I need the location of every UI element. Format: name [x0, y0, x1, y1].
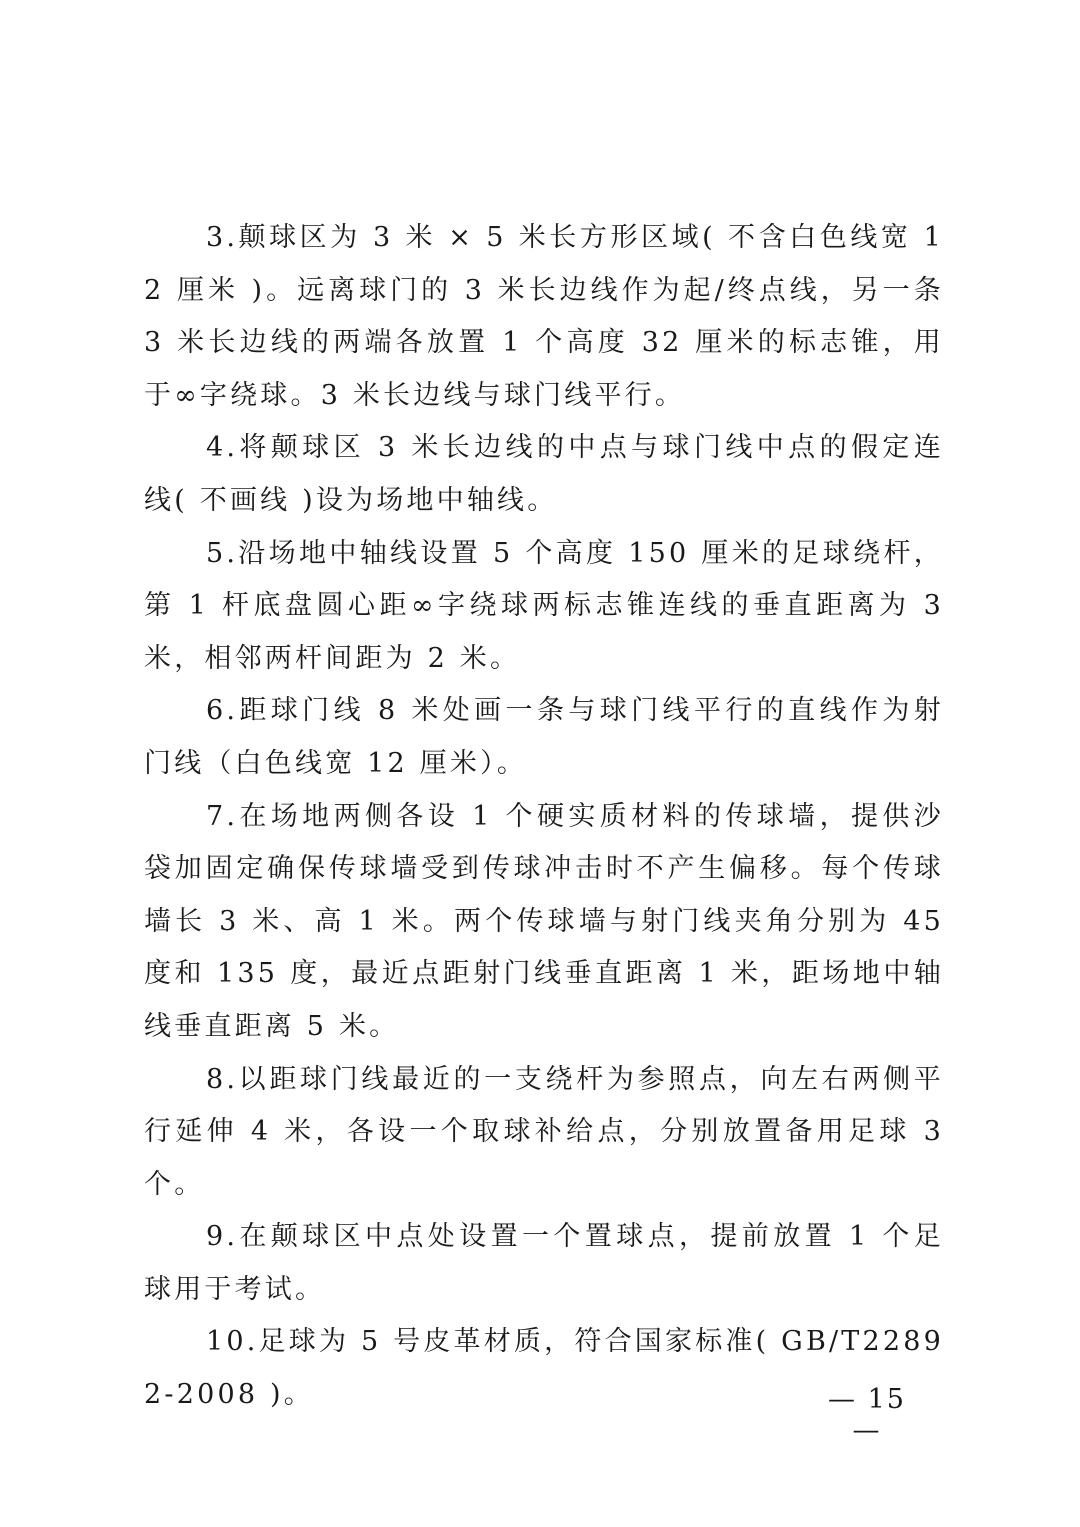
paragraph-item-6: 6.距球门线 8 米处画一条与球门线平行的直线作为射门线（白色线宽 12 厘米）。 [144, 695, 944, 779]
paragraph-item-7: 7.在场地两侧各设 1 个硬实质材料的传球墙，提供沙袋加固定确保传球墙受到传球冲击时不产生偏移。每个传球墙长 3 米、高 1 米。两个传球墙与射门线夹角分别为 45 度和 135 度，最近点距射门线垂直距离 1 米，距场地中轴线垂直距离 5 米。 [144, 800, 944, 1042]
paragraph-item-3: 3.颠球区为 3 米 × 5 米长方形区域( 不含白色线宽 12 厘米 )。远离球门的 3 米长边线作为起/终点线，另一条 3 米长边线的两端各放置 1 个高度 32 厘米的标志锥，用于∞字绕球。3 米长边线与球门线平行。 [144, 222, 944, 411]
paragraph-item-5: 5.沿场地中轴线设置 5 个高度 150 厘米的足球绕杆，第 1 杆底盘圆心距∞字绕球两标志锥连线的垂直距离为 3 米，相邻两杆间距为 2 米。 [144, 537, 944, 674]
paragraph-item-8: 8.以距球门线最近的一支绕杆为参照点，向左右两侧平行延伸 4 米，各设一个取球补给点，分别放置备用足球 3 个。 [144, 1063, 944, 1200]
document-body [144, 212, 944, 1422]
paragraph-item-9: 9.在颠球区中点处设置一个置球点，提前放置 1 个足球用于考试。 [144, 1221, 944, 1305]
paragraph-item-10: 10.足球为 5 号皮革材质，符合国家标准( GB/T22892-2008 )。 [144, 1326, 944, 1411]
paragraph-item-4: 4.将颠球区 3 米长边线的中点与球门线中点的假定连线( 不画线 )设为场地中轴线。 [144, 432, 944, 516]
page-number: — 15 — [828, 1384, 906, 1446]
